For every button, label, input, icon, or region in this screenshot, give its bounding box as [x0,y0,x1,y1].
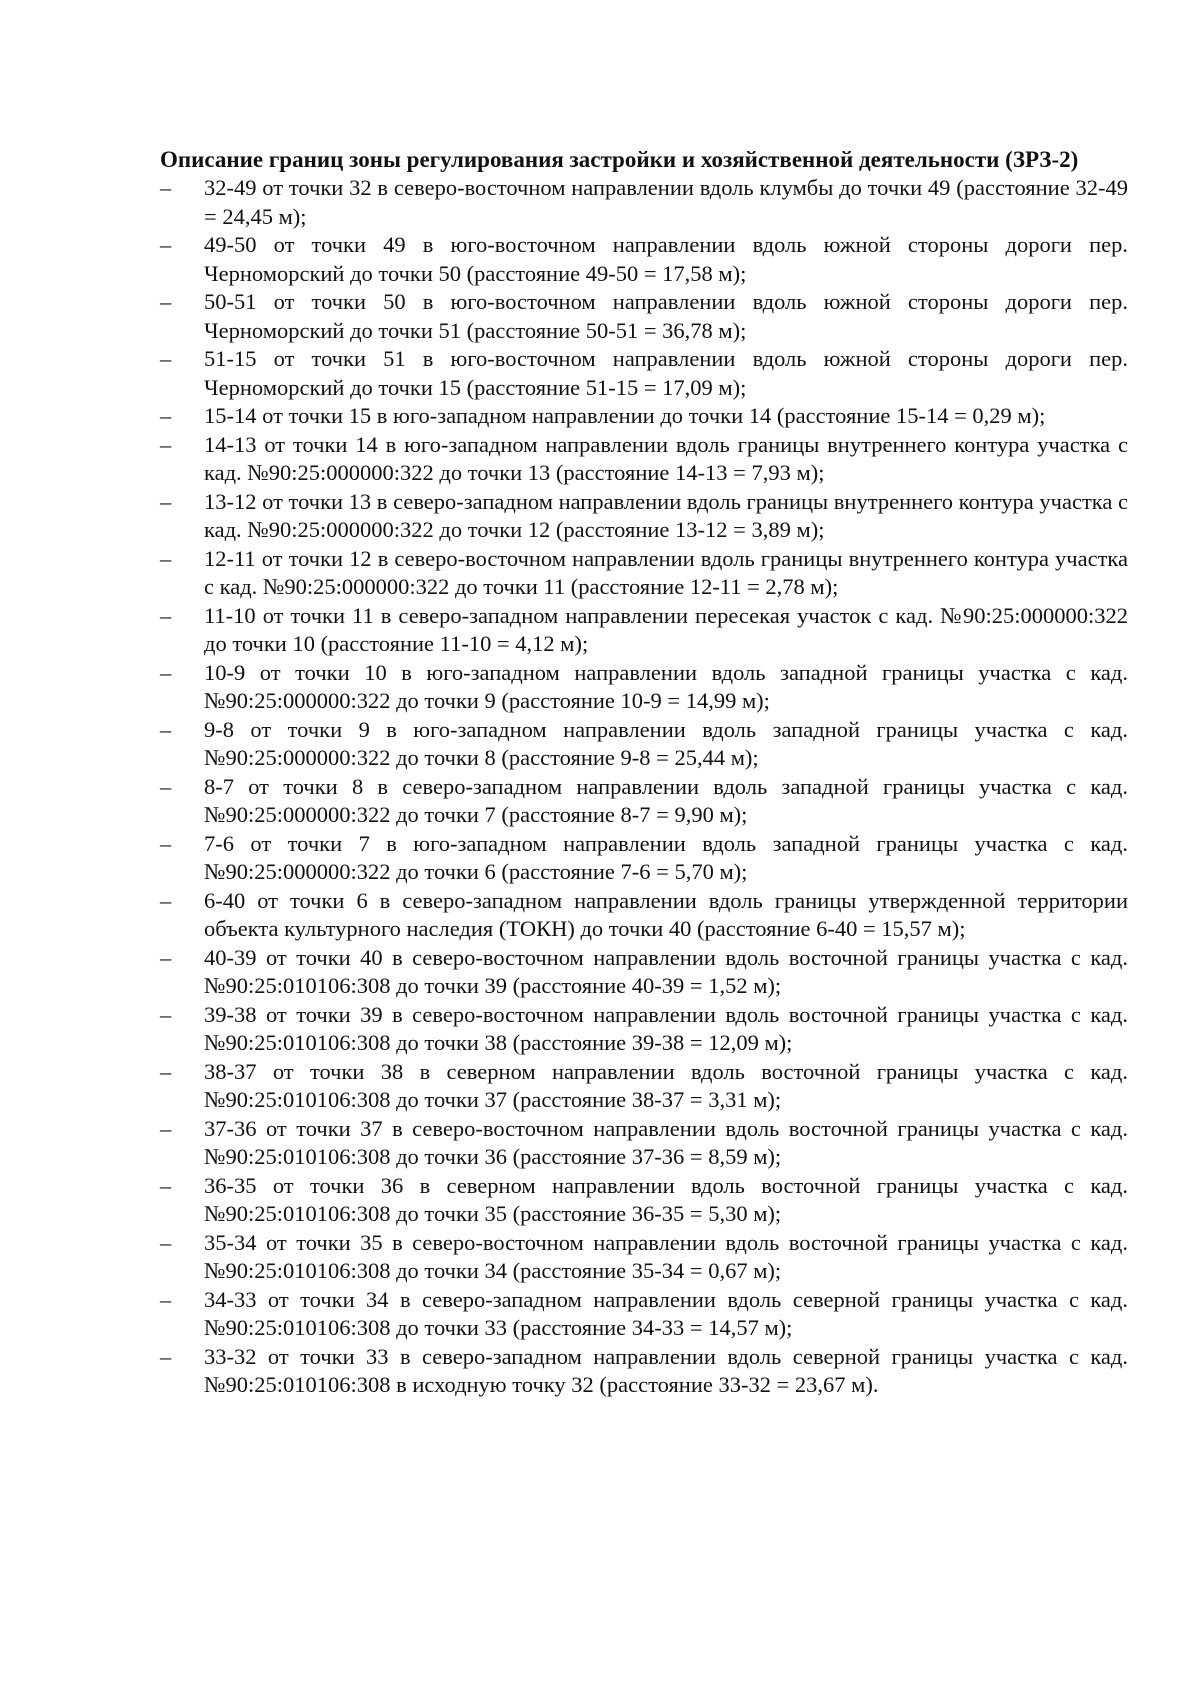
list-bullet: – [160,1172,172,1198]
boundary-segment-item [160,431,1128,488]
list-bullet: – [160,1343,172,1369]
list-bullet: – [160,175,172,200]
list-bullet: – [160,1058,172,1084]
document-title: Описание границ зоны регулирования застройки и хозяйственной деятельности (ЗРЗ-2) [160,147,1079,172]
boundary-segment-item [160,944,1128,1001]
boundary-segment-item [160,659,1128,716]
boundary-segment-text: 49-50 от точки 49 в юго-восточном направлении вдоль южной стороны дороги пер. Черноморский до точки 50 (расстояние 49-50 = 17,58 м); [204,232,1128,286]
boundary-segment-text: 13-12 от точки 13 в северо-западном направлении вдоль границы внутреннего контура участка с кад. №90:25:000000:322 до точки 12 (расстояние 13-12 = 3,89 м); [204,488,1128,542]
boundary-segment-item [160,1115,1128,1172]
boundary-segment-item [160,345,1128,402]
list-bullet: – [160,602,172,628]
boundary-segment-item [160,1058,1128,1115]
boundary-segment-item [160,231,1128,288]
boundary-segment-text: 32-49 от точки 32 в северо-восточном направлении вдоль клумбы до точки 49 (расстояние 32-49 = 24,45 м); [204,175,1128,229]
boundary-segment-text: 37-36 от точки 37 в северо-восточном направлении вдоль восточной границы участка с кад. №90:25:010106:308 до точки 36 (расстояние 37-36 = 8,59 м); [204,1115,1128,1169]
boundary-segment-text: 34-33 от точки 34 в северо-западном направлении вдоль северной границы участка с кад. №90:25:010106:308 до точки 33 (расстояние 34-33 = 14,57 м); [204,1286,1128,1340]
list-bullet: – [160,716,172,742]
boundary-segment-item [160,887,1128,944]
list-bullet: – [160,545,172,571]
boundary-segment-item [160,830,1128,887]
boundary-segment-text: 15-14 от точки 15 в юго-западном направлении до точки 14 (расстояние 15-14 = 0,29 м); [204,403,1046,428]
list-bullet: – [160,1286,172,1312]
list-bullet: – [160,431,172,457]
boundary-segment-text: 6-40 от точки 6 в северо-западном направлении вдоль границы утвержденной территории объекта культурного наследия (ТОКН) до точки 40 (расстояние 6-40 = 15,57 м); [204,887,1128,941]
boundary-segment-item [160,1229,1128,1286]
boundary-segment-text: 50-51 от точки 50 в юго-восточном направлении вдоль южной стороны дороги пер. Черноморский до точки 51 (расстояние 50-51 = 36,78 м); [204,289,1128,343]
boundary-segment-item [160,1343,1128,1400]
boundary-segment-text: 35-34 от точки 35 в северо-восточном направлении вдоль восточной границы участка с кад. №90:25:010106:308 до точки 34 (расстояние 35-34 = 0,67 м); [204,1229,1128,1283]
list-bullet: – [160,346,172,371]
list-bullet: – [160,232,172,257]
boundary-segment-text: 40-39 от точки 40 в северо-восточном направлении вдоль восточной границы участка с кад. №90:25:010106:308 до точки 39 (расстояние 40-39 = 1,52 м); [204,944,1128,998]
boundary-segment-text: 7-6 от точки 7 в юго-западном направлении вдоль западной границы участка с кад. №90:25:000000:322 до точки 6 (расстояние 7-6 = 5,70 м); [204,830,1128,884]
boundary-segment-item [160,773,1128,830]
boundary-segment-item [160,716,1128,773]
list-bullet: – [160,887,172,913]
boundary-segment-item [160,488,1128,545]
boundary-segment-text: 11-10 от точки 11 в северо-западном направлении пересекая участок с кад. №90:25:000000:322 до точки 10 (расстояние 11-10 = 4,12 м); [204,602,1128,656]
list-bullet: – [160,1229,172,1255]
boundary-segment-item [160,1286,1128,1343]
boundary-segment-item [160,602,1128,659]
boundary-segment-item [160,545,1128,602]
boundary-segment-text: 33-32 от точки 33 в северо-западном направлении вдоль северной границы участка с кад. №90:25:010106:308 в исходную точку 32 (расстояние 33-32 = 23,67 м). [204,1343,1128,1397]
boundary-segment-text: 10-9 от точки 10 в юго-западном направлении вдоль западной границы участка с кад. №90:25:000000:322 до точки 9 (расстояние 10-9 = 14,99 м); [204,659,1128,713]
boundary-segment-text: 51-15 от точки 51 в юго-восточном направлении вдоль южной стороны дороги пер. Черноморский до точки 15 (расстояние 51-15 = 17,09 м); [204,346,1128,400]
boundary-segment-item [160,402,1128,431]
list-bullet: – [160,659,172,685]
boundary-segment-item [160,174,1128,231]
boundary-segment-text: 8-7 от точки 8 в северо-западном направлении вдоль западной границы участка с кад. №90:25:000000:322 до точки 7 (расстояние 8-7 = 9,90 м); [204,773,1128,827]
list-bullet: – [160,944,172,970]
boundary-segment-text: 12-11 от точки 12 в северо-восточном направлении вдоль границы внутреннего контура участка с кад. №90:25:000000:322 до точки 11 (расстояние 12-11 = 2,78 м); [204,545,1128,599]
document-content [160,146,1128,1400]
list-bullet: – [160,403,172,428]
boundary-segment-text: 39-38 от точки 39 в северо-восточном направлении вдоль восточной границы участка с кад. №90:25:010106:308 до точки 38 (расстояние 39-38 = 12,09 м); [204,1001,1128,1055]
list-bullet: – [160,773,172,799]
boundary-segment-item [160,1172,1128,1229]
boundary-segment-text: 38-37 от точки 38 в северном направлении вдоль восточной границы участка с кад. №90:25:010106:308 до точки 37 (расстояние 38-37 = 3,31 м); [204,1058,1128,1112]
boundary-segment-item [160,288,1128,345]
list-bullet: – [160,488,172,514]
boundary-segment-list [160,174,1128,1400]
boundary-segment-text: 14-13 от точки 14 в юго-западном направлении вдоль границы внутреннего контура участка с кад. №90:25:000000:322 до точки 13 (расстояние 14-13 = 7,93 м); [204,431,1128,485]
list-bullet: – [160,1001,172,1027]
list-bullet: – [160,830,172,856]
boundary-segment-text: 9-8 от точки 9 в юго-западном направлении вдоль западной границы участка с кад. №90:25:000000:322 до точки 8 (расстояние 9-8 = 25,44 м); [204,716,1128,770]
list-bullet: – [160,289,172,314]
boundary-segment-text: 36-35 от точки 36 в северном направлении вдоль восточной границы участка с кад. №90:25:010106:308 до точки 35 (расстояние 36-35 = 5,30 м); [204,1172,1128,1226]
boundary-segment-item [160,1001,1128,1058]
list-bullet: – [160,1115,172,1141]
